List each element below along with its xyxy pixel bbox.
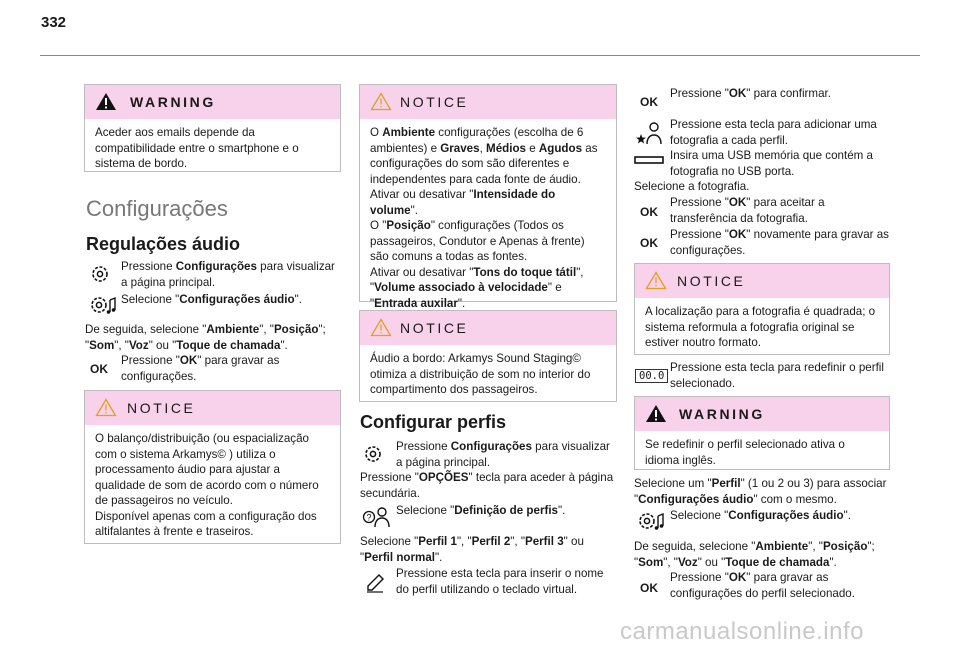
notice-text [360,119,616,319]
ok-icon: OK [640,205,658,219]
add-photo-icon [636,120,664,146]
ok-icon: OK [90,362,108,376]
header-rule [40,55,920,56]
notice-title: NOTICE [127,400,196,416]
notice-line-2: Ativar ou desativar "Intensidade do volume". [370,188,556,217]
notice-title: NOTICE [400,94,469,110]
col2-step1: Pressione Configurações para visualizar a página principal. [396,440,610,469]
section-title-configurar-perfis: Configurar perfis [360,412,507,432]
col3-step8: Pressione "OK" para gravar as configurações do perfil selecionado. [670,571,855,600]
usb-icon [634,155,664,165]
notice-text: O balanço/distribuição (ou espacialização com o sistema Arkamys© ) utiliza o processamento áudio para ajustar a qualidade de som de acordo com o número de passageiros no veículo. Disponível apenas com a configuração dos altifalantes à frente e traseiros. [95,432,319,538]
notice-title: NOTICE [400,320,469,336]
notice-triangle-icon [645,271,667,290]
col2-step2: Selecione "Definição de perfis". [396,504,566,517]
section-title-configuracoes: Configurações [86,196,228,221]
notice-text: A localização para a fotografia é quadrada; o sistema reformula a fotografia original se estiver noutro formato. [645,305,876,349]
col2-para2: Selecione "Perfil 1", "Perfil 2", "Perfil 3" ou "Perfil normal". [360,535,584,564]
warning-title: WARNING [679,406,765,422]
warning-box-1 [84,84,341,172]
watermark: carmanualsonline.info [620,618,864,645]
warning-triangle-icon [95,92,117,111]
col3-step3: Insira uma USB memória que contém a fotografia no USB porta. [670,149,873,178]
col1-step2: Selecione "Configurações áudio". [121,293,302,306]
notice-line-4: Ativar ou desativar "Tons do toque tátil", "Volume associado à velocidade" e "Entrada auxilar". [370,265,584,310]
audio-settings-icon [636,510,668,534]
warning-text: Aceder aos emails depende da compatibilidade entre o smartphone e o sistema de bordo. [95,126,299,170]
col3-step4: Pressione "OK" para aceitar a transferência da fotografia. [670,196,825,225]
col2-step3: Pressione esta tecla para inserir o nome do perfil utilizando o teclado virtual. [396,567,604,596]
col3-step5: Pressione "OK" novamente para gravar as configurações. [670,228,889,257]
warning-box-2 [634,396,890,470]
notice-box-3 [359,310,617,402]
settings-gear-icon [362,443,384,465]
audio-settings-icon [88,294,120,318]
col2-para1: Pressione "OPÇÕES" tecla para aceder à página secundária. [360,471,614,500]
notice-line-3: O "Posição" configurações (Todos os passageiros, Condutor e Apenas à frente) são comuns a todas as fontes. [370,219,585,263]
settings-gear-icon [89,263,111,285]
col3-para3: De seguida, selecione "Ambiente", "Posição"; "Som", "Voz" ou "Toque de chamada". [634,540,875,569]
notice-triangle-icon [370,318,392,337]
warning-triangle-icon [645,404,667,423]
profile-definition-icon [361,505,393,529]
ok-icon: OK [640,581,658,595]
col3-step7: Selecione "Configurações áudio". [670,509,851,522]
subsection-title-regulacoes-audio: Regulações áudio [86,234,241,254]
pencil-edit-icon [364,572,386,594]
notice-text: Áudio a bordo: Arkamys Sound Staging© otimiza a distribuição de som no interior do compartimento dos passageiros. [370,352,591,396]
notice-box-1 [84,390,341,544]
col1-step3: Pressione "OK" para gravar as configurações. [121,354,280,383]
page-number: 332 [41,14,67,31]
col1-para1: De seguida, selecione "Ambiente", "Posição"; "Som", "Voz" ou "Toque de chamada". [85,323,326,352]
ok-icon: OK [640,95,658,109]
notice-title: NOTICE [677,273,746,289]
ok-icon: OK [640,236,658,250]
col3-para2: Selecione um "Perfil" (1 ou 2 ou 3) para associar "Configurações áudio" com o mesmo. [634,477,887,506]
warning-title: WARNING [130,94,216,110]
col3-para1: Selecione a fotografia. [634,180,750,193]
svg-text:?: ? [366,512,372,523]
notice-line-1: O Ambiente configurações (escolha de 6 ambientes) e Graves, Médios e Agudos as configurações do som são diferentes e independentes para cada fonte de áudio. [370,126,598,186]
col3-step6: Pressione esta tecla para redefinir o perfil selecionado. [670,361,884,390]
notice-box-2 [359,84,617,310]
notice-box-4 [634,263,890,355]
col3-step2: Pressione esta tecla para adicionar uma fotografia a cada perfil. [670,118,877,147]
col1-step1: Pressione Configurações para visualizar a página principal. [121,260,335,289]
warning-text: Se redefinir o perfil selecionado ativa o idioma inglês. [645,438,845,467]
notice-triangle-icon [95,398,117,417]
col3-step1: Pressione "OK" para confirmar. [670,87,831,100]
reset-profile-icon: 00.0 [635,369,668,383]
notice-triangle-icon [370,92,392,111]
